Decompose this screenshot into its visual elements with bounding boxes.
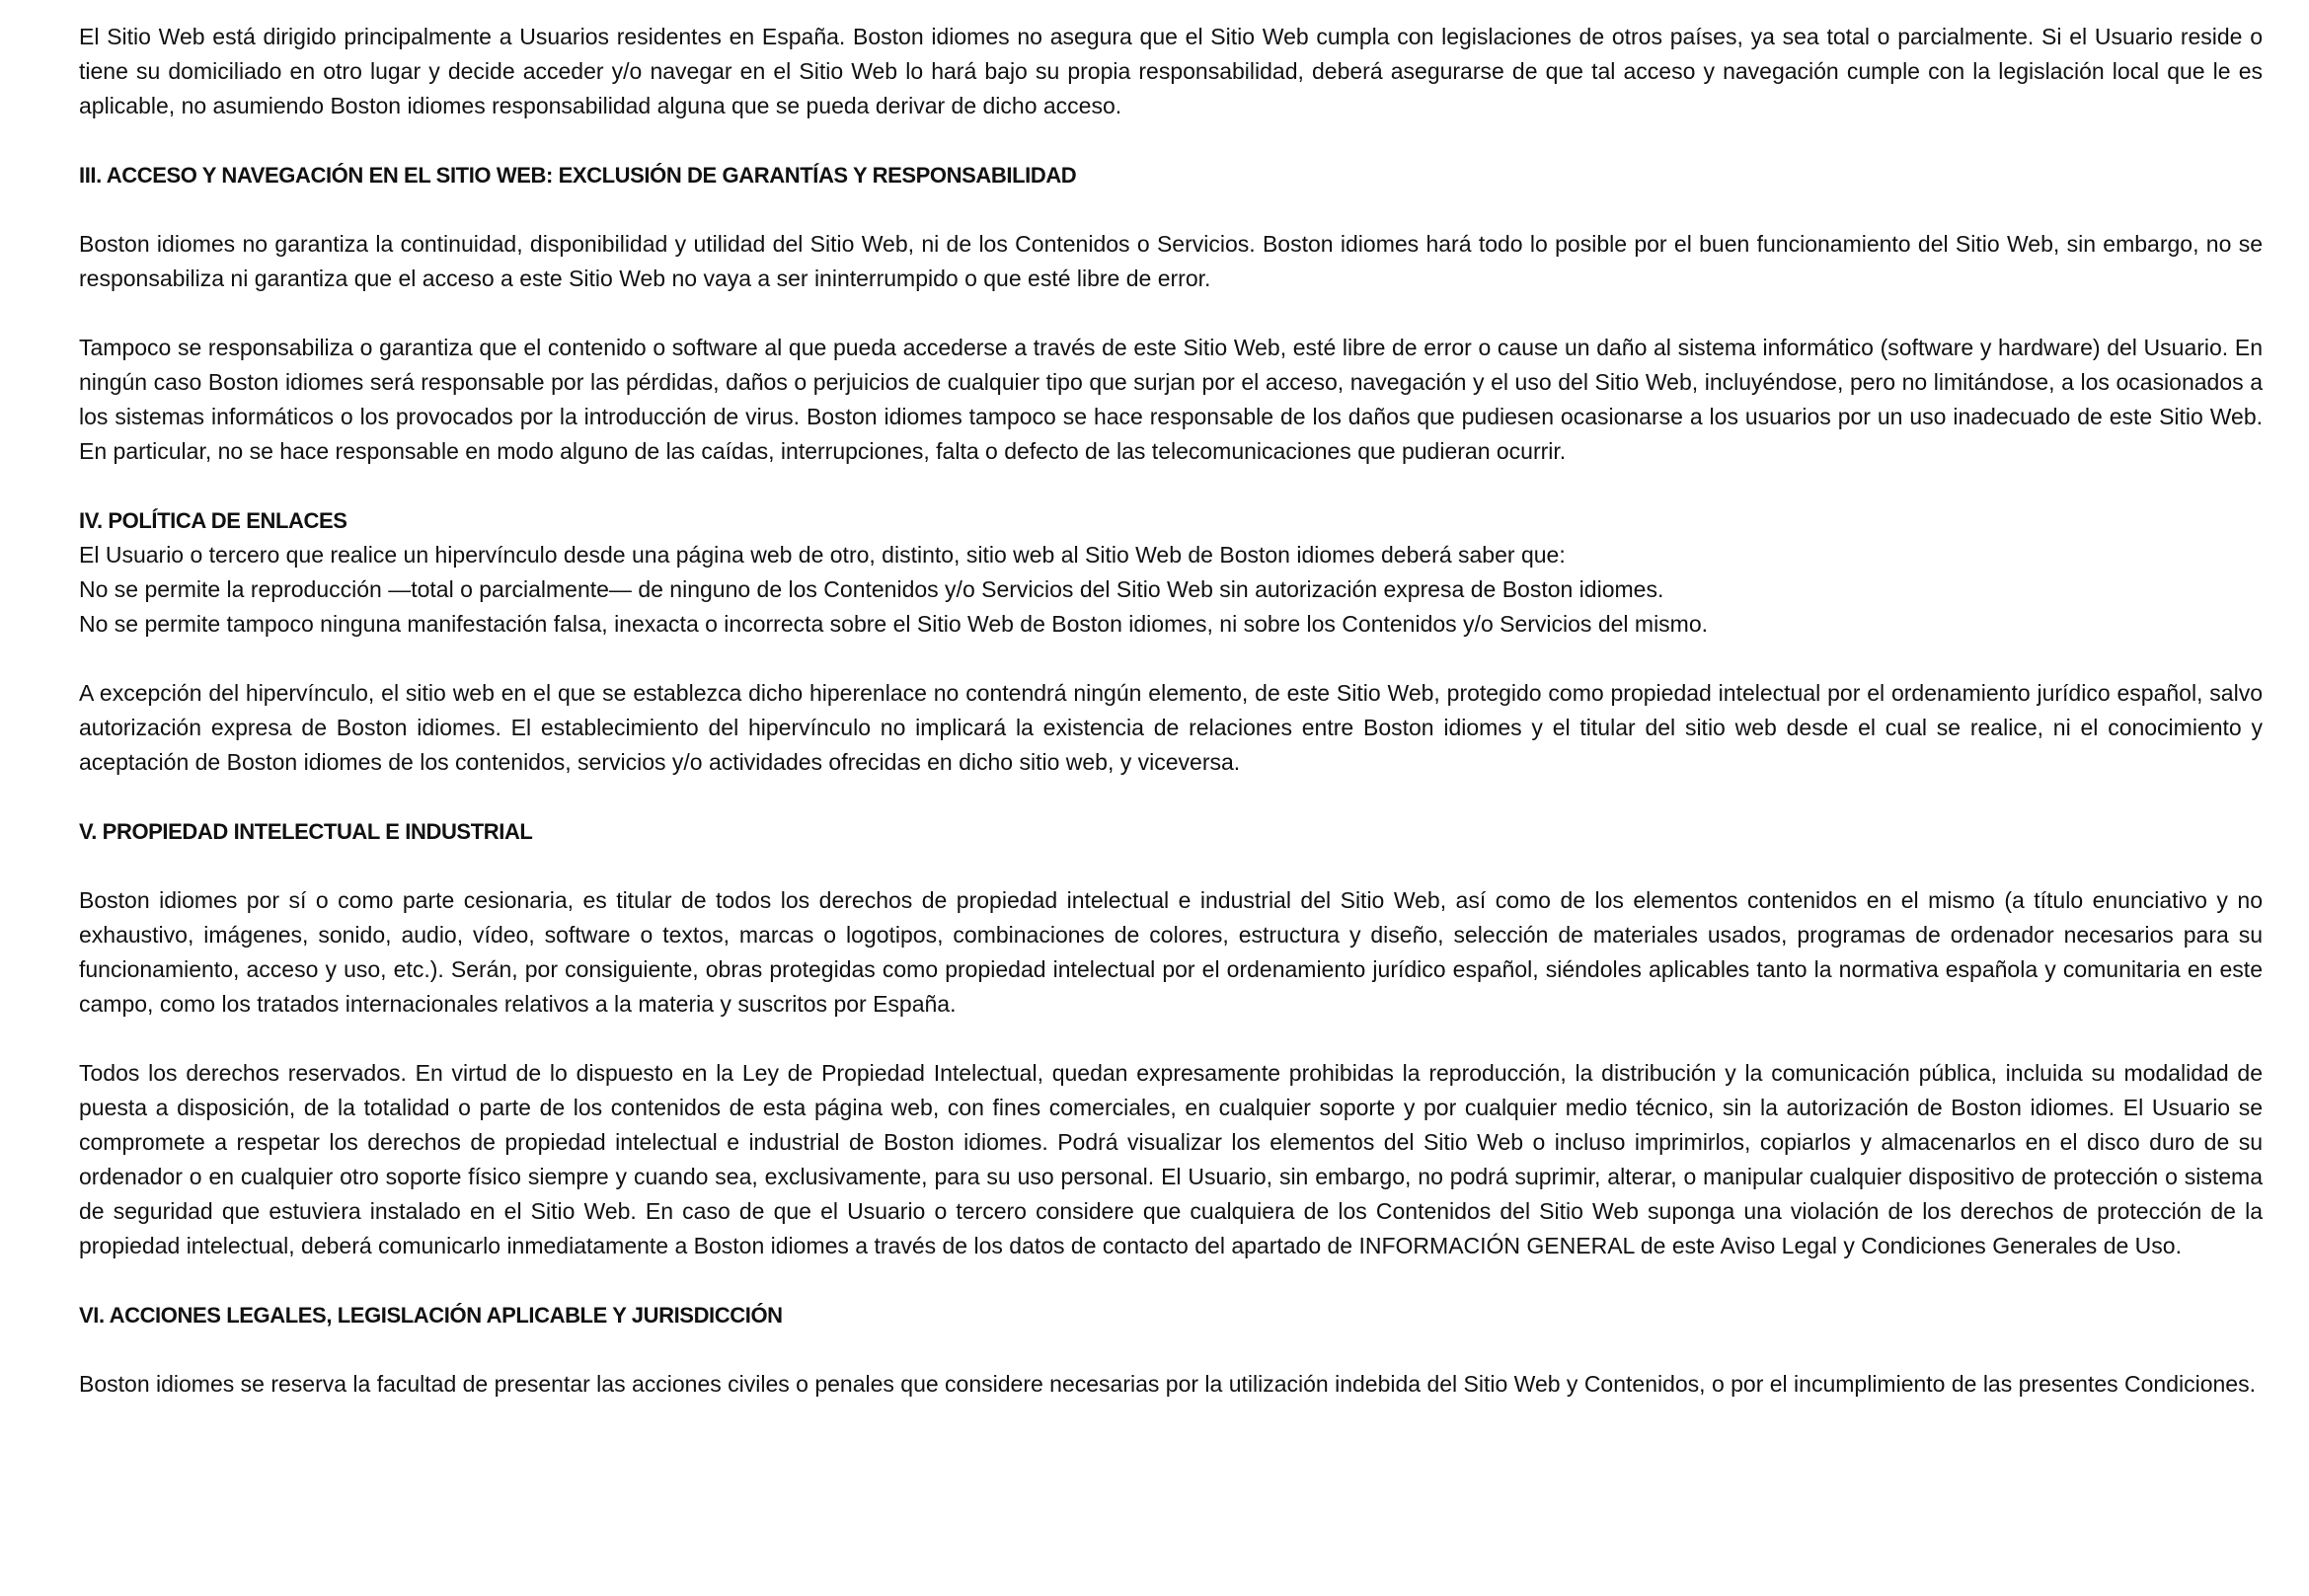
section-heading-iii: III. ACCESO Y NAVEGACIÓN EN EL SITIO WEB: EXCLUSIÓN DE GARANTÍAS Y RESPONSABILIDAD [79,163,1077,188]
paragraph-iv-3: No se permite tampoco ninguna manifestación falsa, inexacta o incorrecta sobre el Sitio Web de Boston idiomes, ni sobre los Contenidos y/o Servicios del mismo. [79,611,1709,637]
paragraph-iii-2: Tampoco se responsabiliza o garantiza que el contenido o software al que pueda accederse a través de este Sitio Web, esté libre de error o cause un daño al sistema informático (software y hardware) del Usuario. En ningún caso Boston idiomes será responsable por las pérdidas, daños o perjuicios de cualquier tipo que surjan por el acceso, navegación y el uso del Sitio Web, incluyéndose, pero no limitándose, a los ocasionados a los sistemas informáticos o los provocados por la introducción de virus. Boston idiomes tampoco se hace responsable de los daños que pudiesen ocasionarse a los usuarios por un uso inadecuado de este Sitio Web. En particular, no se hace responsable en modo alguno de las caídas, interrupciones, falta o defecto de las telecomunicaciones que pudieran ocurrir. [79,335,2263,464]
paragraph-iii-1: Boston idiomes no garantiza la continuidad, disponibilidad y utilidad del Sitio Web, ni de los Contenidos o Servicios. Boston idiomes hará todo lo posible por el buen funcionamiento del Sitio Web, sin embargo, no se responsabiliza ni garantiza que el acceso a este Sitio Web no vaya a ser ininterrumpido o que esté libre de error. [79,231,2263,291]
paragraph-iv-2: No se permite la reproducción —total o parcialmente— de ninguno de los Contenidos y/o Servicios del Sitio Web sin autorización expresa de Boston idiomes. [79,576,1664,602]
legal-document [79,20,2263,1436]
paragraph-vi-1: Boston idiomes se reserva la facultad de presentar las acciones civiles o penales que considere necesarias por la utilización indebida del Sitio Web y Contenidos, o por el incumplimiento de las presentes Condiciones. [79,1371,2256,1397]
section-heading-vi: VI. ACCIONES LEGALES, LEGISLACIÓN APLICABLE Y JURISDICCIÓN [79,1303,783,1328]
paragraph-intro: El Sitio Web está dirigido principalmente a Usuarios residentes en España. Boston idiomes no asegura que el Sitio Web cumpla con legislaciones de otros países, ya sea total o parcialmente. Si el Usuario reside o tiene su domiciliado en otro lugar y decide acceder y/o navegar en el Sitio Web lo hará bajo su propia responsabilidad, deberá asegurarse de que tal acceso y navegación cumple con la legislación local que le es aplicable, no asumiendo Boston idiomes responsabilidad alguna que se pueda derivar de dicho acceso. [79,24,2263,118]
paragraph-v-1: Boston idiomes por sí o como parte cesionaria, es titular de todos los derechos de propiedad intelectual e industrial del Sitio Web, así como de los elementos contenidos en el mismo (a título enunciativo y no exhaustivo, imágenes, sonido, audio, vídeo, software o textos, marcas o logotipos, combinaciones de colores, estructura y diseño, selección de materiales usados, programas de ordenador necesarios para su funcionamiento, acceso y uso, etc.). Serán, por consiguiente, obras protegidas como propiedad intelectual por el ordenamiento jurídico español, siéndoles aplicables tanto la normativa española y comunitaria en este campo, como los tratados internacionales relativos a la materia y suscritos por España. [79,887,2263,1017]
section-heading-v: V. PROPIEDAD INTELECTUAL E INDUSTRIAL [79,819,533,844]
paragraph-iv-1: El Usuario o tercero que realice un hipervínculo desde una página web de otro, distinto, sitio web al Sitio Web de Boston idiomes deberá saber que: [79,542,1566,568]
paragraph-v-2: Todos los derechos reservados. En virtud de lo dispuesto en la Ley de Propiedad Intelectual, quedan expresamente prohibidas la reproducción, la distribución y la comunicación pública, incluida su modalidad de puesta a disposición, de la totalidad o parte de los contenidos de esta página web, con fines comerciales, en cualquier soporte y por cualquier medio técnico, sin la autorización de Boston idiomes. El Usuario se compromete a respetar los derechos de propiedad intelectual e industrial de Boston idiomes. Podrá visualizar los elementos del Sitio Web o incluso imprimirlos, copiarlos y almacenarlos en el disco duro de su ordenador o en cualquier otro soporte físico siempre y cuando sea, exclusivamente, para su uso personal. El Usuario, sin embargo, no podrá suprimir, alterar, o manipular cualquier dispositivo de protección o sistema de seguridad que estuviera instalado en el Sitio Web. En caso de que el Usuario o tercero considere que cualquiera de los Contenidos del Sitio Web suponga una violación de los derechos de protección de la propiedad intelectual, deberá comunicarlo inmediatamente a Boston idiomes a través de los datos de contacto del apartado de INFORMACIÓN GENERAL de este Aviso Legal y Condiciones Generales de Uso. [79,1060,2263,1258]
paragraph-iv-4: A excepción del hipervínculo, el sitio web en el que se establezca dicho hiperenlace no contendrá ningún elemento, de este Sitio Web, protegido como propiedad intelectual por el ordenamiento jurídico español, salvo autorización expresa de Boston idiomes. El establecimiento del hipervínculo no implicará la existencia de relaciones entre Boston idiomes y el titular del sitio web desde el cual se realice, ni el conocimiento y aceptación de Boston idiomes de los contenidos, servicios y/o actividades ofrecidas en dicho sitio web, y viceversa. [79,680,2263,775]
section-heading-iv: IV. POLÍTICA DE ENLACES [79,508,347,533]
